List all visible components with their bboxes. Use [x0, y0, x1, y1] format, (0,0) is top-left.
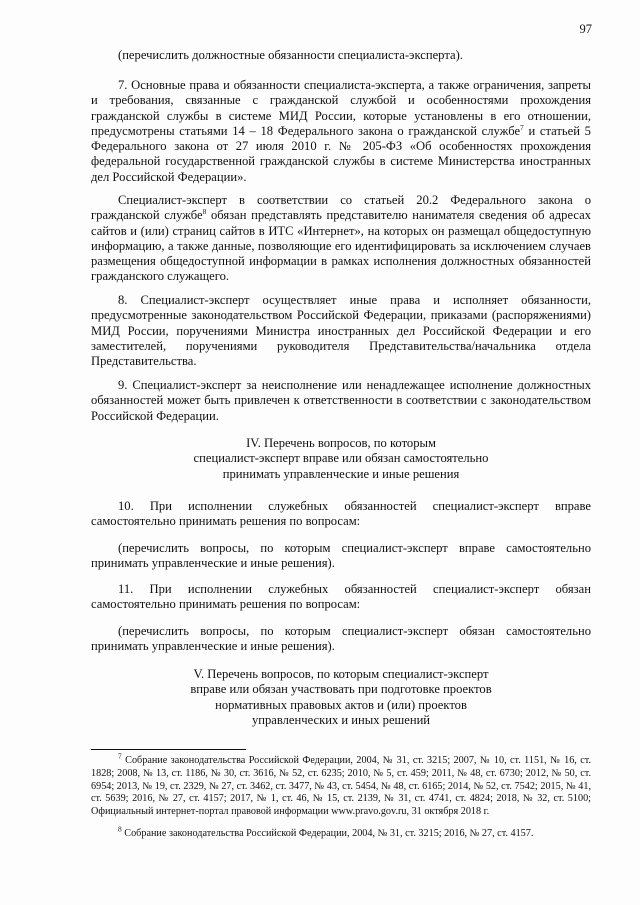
footnote-mark: 8	[118, 824, 122, 834]
footnote-text: Собрание законодательства Российской Федерации, 2004, № 31, ст. 3215; 2016, № 27, ст. 4157.	[121, 828, 534, 839]
paragraph-text: 7. Основные права и обязанности специалиста-эксперта, а также ограничения, запреты и требования, связанные с гражданской службой и особенностями прохождения гражданской службы в системе МИД России, которые установлены в его отношении, предусмотрены статьями 14 – 18 Федерального закона о гражданской службе	[91, 78, 591, 138]
paragraph-10	[91, 499, 591, 530]
paragraph-text: и статьей 5 Федерального закона от 27 июля 2010 г. № 205-ФЗ «Об особенностях прохождения федеральной государственной гражданской службы в системе Министерства иностранных дел Российской Федерации».	[91, 123, 591, 184]
footnote-8	[91, 824, 591, 841]
footnote-separator	[91, 749, 246, 750]
footnote-mark: 7	[118, 751, 122, 761]
heading-line: нормативных правовых актов и (или) проектов	[215, 697, 467, 712]
paragraph-11	[91, 582, 591, 613]
paragraph-text: 8. Специалист-эксперт осуществляет иные права и исполняет обязанности, предусмотренные законодательством Российской Федерации, приказами (распоряжениями) МИД России, поручениями Министра иностранных дел Российской Федерации и его заместителей, поручениями руководителя Представительства/начальника отдела Представительства.	[91, 293, 591, 369]
footnote-ref-8: 8	[202, 207, 207, 217]
paragraph-9	[91, 378, 591, 424]
paragraph-text: 11. При исполнении служебных обязанностей специалист-эксперт обязан самостоятельно принимать решения по вопросам:	[91, 582, 591, 612]
heading-line: V. Перечень вопросов, по которым специалист-эксперт	[193, 667, 489, 681]
paragraph-10-placeholder	[91, 541, 591, 572]
paragraph-8	[91, 293, 591, 369]
paragraph-text: 9. Специалист-эксперт за неисполнение или ненадлежащее исполнение должностных обязанностей может быть привлечен к ответственности в соответствии с законодательством Российской Федерации.	[91, 378, 591, 423]
paragraph-duties-placeholder	[91, 48, 591, 63]
paragraph-text: Специалист-эксперт в соответствии со статьей 20.2 Федерального закона о гражданской службе	[91, 193, 591, 223]
page-number: 97	[579, 22, 592, 36]
paragraph-text: 10. При исполнении служебных обязанностей специалист-эксперт вправе самостоятельно принимать решения по вопросам:	[91, 499, 591, 529]
paragraph-text: обязан представлять представителю нанимателя сведения об адресах сайтов и (или) страниц сайтов в ИТС «Интернет», на которых он размещал общедоступную информацию, а также данные, позволяющие его идентифицировать за исключением случаев размещения общедоступной информации в рамках исполнения должностных обязанностей гражданского служащего.	[91, 208, 591, 284]
footnote-7	[91, 751, 591, 819]
section-iv-heading	[91, 436, 591, 482]
section-v-heading	[91, 667, 591, 728]
paragraph-11-placeholder	[91, 624, 591, 655]
paragraph-text: (перечислить вопросы, по которым специалист-эксперт вправе самостоятельно принимать управленческие и иные решения).	[91, 541, 591, 571]
heading-line: управленческих и иных решений	[251, 712, 431, 727]
heading-line: вправе или обязан участвовать при подготовке проектов	[190, 682, 492, 697]
paragraph-7	[91, 78, 591, 185]
paragraph-7-continued	[91, 193, 591, 285]
paragraph-text: (перечислить должностные обязанности специалиста-эксперта).	[118, 48, 463, 62]
heading-line: специалист-эксперт вправе или обязан самостоятельно	[193, 451, 489, 466]
footnote-text: Собрание законодательства Российской Федерации, 2004, № 31, ст. 3215; 2007, № 10, ст. 1151, № 16, ст. 1828; 2008, № 13, ст. 1186, № 30, ст. 3616, № 52, ст. 6235; 2010, № 5, ст. 459; 2011, № 48, ст. 6730; 2012, № 50, ст. 6954; 2013, № 19, ст. 2329, № 27, ст. 3462, ст. 3477, № 43, ст. 5454, № 48, ст. 6165; 2014, № 52, ст. 7542; 2015, № 41, ст. 5639; 2016, № 27, ст. 4157; 2017, № 1, ст. 46, № 15, ст. 2139, № 31, ст. 4741, ст. 4824; 2018, № 32, ст. 5100; Официальный интернет-портал правовой информации www.pravo.gov.ru, 31 октября 2018 г.	[91, 755, 591, 818]
heading-line: IV. Перечень вопросов, по которым	[246, 436, 436, 450]
heading-line: принимать управленческие и иные решения	[222, 466, 460, 481]
paragraph-text: (перечислить вопросы, по которым специалист-эксперт обязан самостоятельно принимать управленческие и иные решения).	[91, 624, 591, 654]
footnote-ref-7: 7	[520, 122, 524, 132]
